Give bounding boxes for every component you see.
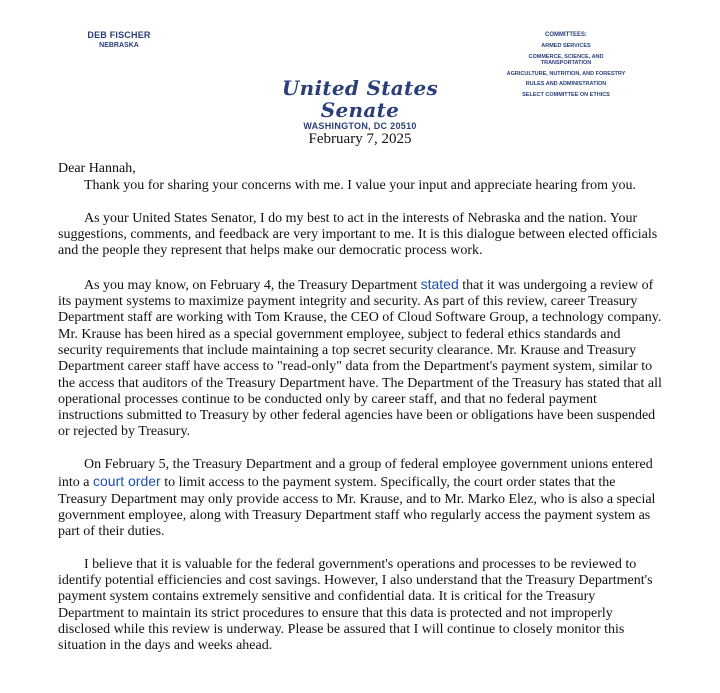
sender-state: NEBRASKA (99, 42, 139, 49)
committee-item: COMMERCE, SCIENCE, AND TRANSPORTATION (528, 53, 604, 66)
committees-heading: COMMITTEES: (545, 32, 587, 38)
paragraph-text: that it was undergoing a review of its payment systems to maximize payment integrity and security. As part of this review, career Treasury Department staff are working with Tom Krause, the CEO of Cloud Software Group, a technology company. Mr. Krause has been hired as a special government employee, subject to federal ethics standards and security requirements that include maintaining a top secret security clearance. Mr. Krause and Treasury Department career staff have access to "read-only" data from the Department's payment system, similar to the access that auditors of the Treasury Department have. The Department of the Treasury has stated that all operational processes continue to be conducted only by career staff, and that no federal payment instructions submitted to Treasury by other federal agencies have been or obligations have been suspended or rejected by Treasury. (58, 277, 662, 440)
letterhead (0, 0, 720, 130)
senate-title: United States Senate (281, 76, 439, 122)
committee-item: AGRICULTURE, NUTRITION, AND FORESTRY (506, 70, 626, 77)
letter-body (58, 161, 662, 671)
paragraph-senator-role: As your United States Senator, I do my best to act in the interests of Nebraska and the nation. Your suggestions, comments, and feedback are very important to me. It is this dialogue between elected officials and the people they represent that helps make our democratic process work. (58, 210, 658, 259)
committees-list (504, 31, 628, 102)
committee-item: SELECT COMMITTEE ON ETHICS (522, 91, 610, 98)
sender-name: DEB FISCHER (87, 30, 151, 40)
committee-item: RULES AND ADMINISTRATION (525, 81, 607, 87)
paragraph-closing: I believe that it is valuable for the federal government's operations and processes to be reviewed to identify potential efficiencies and cost savings. However, I also understand that the Treasury Department's payment system contains extremely sensitive and confidential data. It is critical for the Treasury Department to maintain its strict procedures to ensure that this data is protected and not improperly disclosed while this review is underway. Please be assured that I will continue to closely monitor this situation in the days and weeks ahead. (58, 556, 653, 654)
letter-date: February 7, 2025 (308, 131, 412, 147)
stated-link[interactable]: stated (420, 275, 459, 292)
salutation: Dear Hannah, (58, 161, 136, 176)
paragraph-text: to limit access to the payment system. Specifically, the court order states that the Treasury Department may only provide access to Mr. Krause, and to Mr. Marko Elez, who is also a special government employee, along with Treasury Department staff who regularly access the payment system as part of their duties. (58, 475, 656, 540)
senate-header (240, 77, 480, 132)
paragraph-text: On February 5, the Treasury Department and a group of federal employee government unions entered into a (58, 457, 653, 491)
committee-item: ARMED SERVICES (541, 43, 591, 49)
paragraph-court-order (58, 457, 662, 540)
senate-address: WASHINGTON, DC 20510 (303, 121, 417, 131)
court-order-link[interactable]: court order (93, 473, 161, 490)
paragraph-text: As you may know, on February 4, the Treasury Department (84, 277, 421, 293)
paragraph-treasury-review (58, 276, 662, 441)
paragraph-thanks: Thank you for sharing your concerns with me. I value your input and appreciate hearing from you. (84, 178, 637, 194)
sender-block (64, 30, 174, 50)
